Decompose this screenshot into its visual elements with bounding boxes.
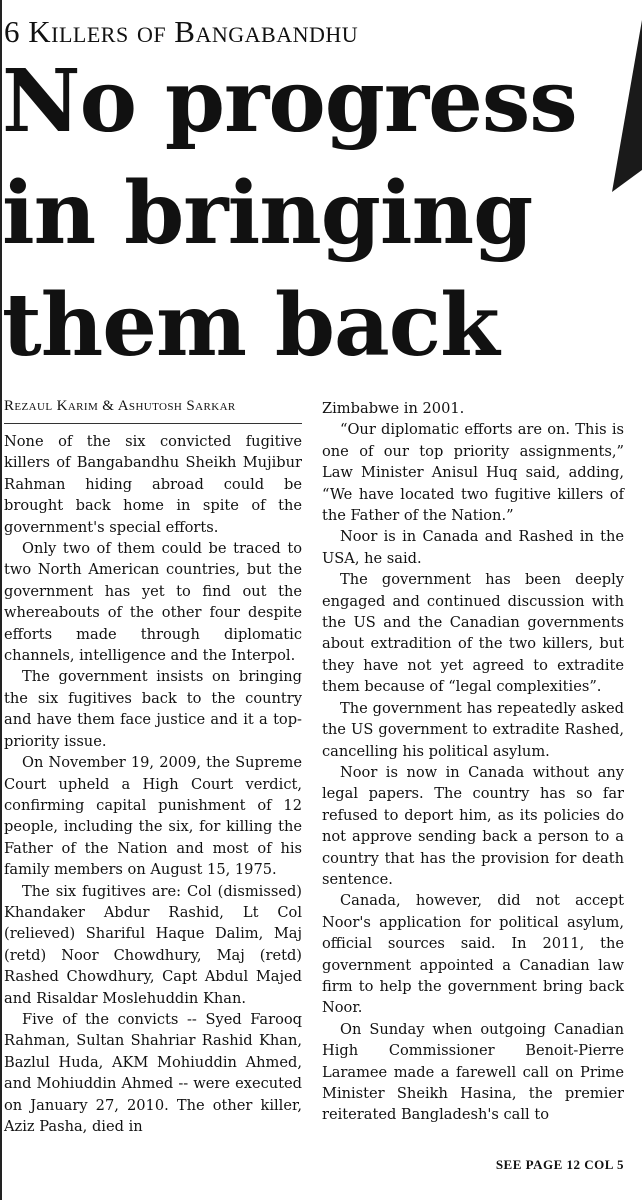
paragraph: The government insists on bringing the six fugitives back to the country and have them face justice and it a top-priority issue. [4, 668, 302, 750]
paragraph: Noor is in Canada and Rashed in the USA, he said. [322, 528, 624, 567]
headline-line-2: in bringing [2, 163, 533, 264]
paragraph: The government has been deeply engaged and continued discussion with the US and the Canadian governments about extradition of the two killers, but they have not yet agreed to extradite them because of “legal complexities”. [322, 571, 624, 696]
headline [2, 46, 602, 382]
paragraph: Canada, however, did not accept Noor's application for political asylum, official sources said. In 2011, the government appointed a Canadian law firm to help the government bring back Noor. [322, 892, 624, 1017]
paragraph-continuation: Zimbabwe in 2001. [322, 400, 465, 417]
article-column-left [4, 431, 302, 1137]
paragraph: On Sunday when outgoing Canadian High Commissioner Benoit-Pierre Laramee made a farewell call on Prime Minister Sheikh Hasina, the premier reiterated Bangladesh's call to [322, 1020, 624, 1124]
article-column-right [322, 398, 624, 1126]
paragraph: None of the six convicted fugitive killers of Bangabandhu Sheikh Mujibur Rahman hiding abroad could be brought back home in spite of the government's special efforts. [4, 433, 302, 536]
paragraph: The six fugitives are: Col (dismissed) Khandaker Abdur Rashid, Lt Col (relieved) Shariful Haque Dalim, Maj (retd) Noor Chowdhury, Maj (retd) Rashed Chowdhury, Capt Abdul Majed and Risaldar Moslehuddin Khan. [4, 882, 302, 1007]
jump-line: SEE PAGE 12 COL 5 [495, 1157, 624, 1172]
paragraph: Only two of them could be traced to two North American countries, but the government has yet to find out the whereabouts of the other four despite efforts made through diplomatic channels, intelligence and the Interpol. [4, 540, 302, 665]
byline: Rezaul Karim & Ashutosh Sarkar [4, 398, 236, 414]
paragraph: Five of the convicts -- Syed Farooq Rahman, Sultan Shahriar Rashid Khan, Bazlul Huda, AKM Mohiuddin Ahmed, and Mohiuddin Ahmed -- were executed on January 27, 2010. The other killer, Aziz Pasha, died in [4, 1010, 302, 1135]
paragraph: The government has repeatedly asked the US government to extradite Rashed, cancelling his political asylum. [322, 699, 624, 760]
paragraph: Noor is now in Canada without any legal papers. The country has so far refused to deport him, as its policies do not approve sending back a person to a country that has the provision for death sentence. [322, 763, 624, 888]
headline-line-1: No progress [2, 51, 577, 152]
corner-graphic [608, 20, 642, 192]
byline-rule [4, 423, 302, 424]
paragraph: On November 19, 2009, the Supreme Court upheld a High Court verdict, confirming capital punishment of 12 people, including the six, for killing the Father of the Nation and most of his family members on August 15, 1975. [4, 754, 302, 879]
headline-line-3: them back [2, 275, 499, 376]
kicker: 6 Killers of Bangabandhu [4, 14, 359, 49]
paragraph: “Our diplomatic efforts are on. This is one of our top priority assignments,” Law Minister Anisul Huq said, adding, “We have located two fugitive killers of the Father of the Nation.” [322, 421, 624, 525]
